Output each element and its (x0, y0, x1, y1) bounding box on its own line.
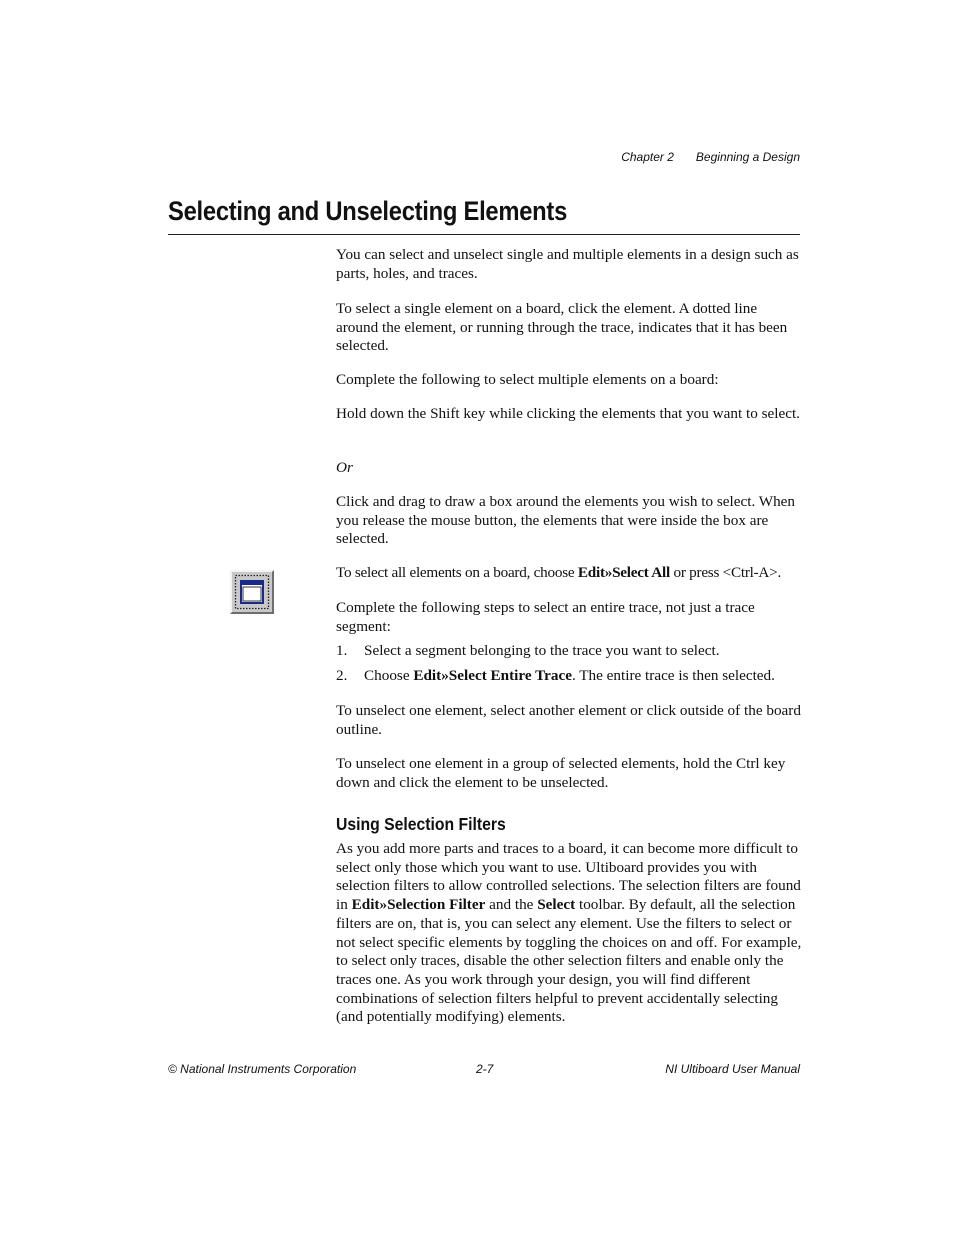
paragraph-text: To select a single element on a board, click the element. A dotted line around the element, or running through the trace, indicates that it has been selected. (336, 300, 788, 355)
filters-text-1: As you add more parts and traces to a board, it can become more difficult to select only those which you want to use. Ultiboard provides you with selection filters to allow controlled selections. The selection filters are found in (336, 840, 801, 914)
paragraph-or (336, 459, 802, 478)
paragraph-text: To unselect one element, select another element or click outside of the board outline. (336, 702, 801, 738)
paragraph-text: You can select and unselect single and multiple elements in a design such as parts, holes, and traces. (336, 246, 799, 282)
paragraph-unselect-group (336, 755, 802, 792)
select-all-text-pre: To select all elements on a board, choose (336, 564, 578, 581)
step-number: 1. (336, 642, 348, 659)
paragraph-multiple-intro (336, 371, 802, 390)
footer-copyright: © National Instruments Corporation (168, 1062, 357, 1076)
paragraph-text: Complete the following steps to select an entire trace, not just a trace segment: (336, 599, 755, 635)
filters-text-2: and the (485, 896, 538, 914)
select-all-icon (230, 570, 274, 614)
subsection-title: Using Selection Filters (336, 814, 506, 834)
chapter-label: Chapter 2 (621, 150, 674, 164)
paragraph-drag-box (336, 493, 802, 549)
filters-text-3: toolbar. By default, all the selection filters are on, that is, you can select any element. Use the filters to select or not select specific elements by toggling the choices on and off. For example, to select only traces, disable the other selection filters and enable only the traces one. As you work through your design, you will find different combinations of selection filters helpful to prevent accidentally selecting (and potentially modifying) elements. (336, 896, 802, 1026)
paragraph-single-select (336, 300, 802, 356)
paragraph-text: Click and drag to draw a box around the elements you wish to select. When you release the mouse button, the elements that were inside the box are selected. (336, 493, 796, 548)
menu-edit-selection-filter: Edit»Selection Filter (351, 896, 486, 914)
step-number: 2. (336, 667, 348, 684)
menu-edit-select-entire-trace: Edit»Select Entire Trace (413, 667, 572, 684)
menu-edit-select-all: Edit»Select All (577, 564, 670, 581)
paragraph-entire-trace-intro (336, 599, 802, 636)
paragraph-text: To unselect one element in a group of selected elements, hold the Ctrl key down and click the element to be unselected. (336, 755, 786, 791)
select-all-text-post: or press <Ctrl-A>. (669, 564, 782, 581)
paragraph-unselect-one (336, 702, 802, 739)
paragraph-text: Hold down the Shift key while clicking the elements that you want to select. (336, 405, 800, 422)
list-item (336, 642, 720, 661)
section-title: Selecting and Unselecting Elements (168, 196, 568, 226)
paragraph-select-all (336, 564, 802, 583)
step-text-post: . The entire trace is then selected. (571, 667, 775, 684)
paragraph-intro (336, 246, 802, 283)
footer-manual-title: NI Ultiboard User Manual (665, 1062, 800, 1076)
title-rule (168, 234, 800, 235)
chapter-title: Beginning a Design (695, 150, 800, 164)
paragraph-shift-click (336, 405, 802, 424)
paragraph-selection-filters (336, 840, 802, 1027)
paragraph-text: Complete the following to select multiple elements on a board: (336, 371, 719, 388)
select-all-icon-graphic (232, 572, 272, 612)
list-item (336, 667, 775, 686)
step-text: Select a segment belonging to the trace you want to select. (364, 642, 720, 659)
step-text-pre: Choose (364, 667, 414, 684)
footer-page-number: 2-7 (476, 1062, 494, 1076)
running-header (621, 150, 800, 164)
or-label: Or (336, 459, 353, 476)
select-toolbar-name: Select (537, 896, 576, 914)
